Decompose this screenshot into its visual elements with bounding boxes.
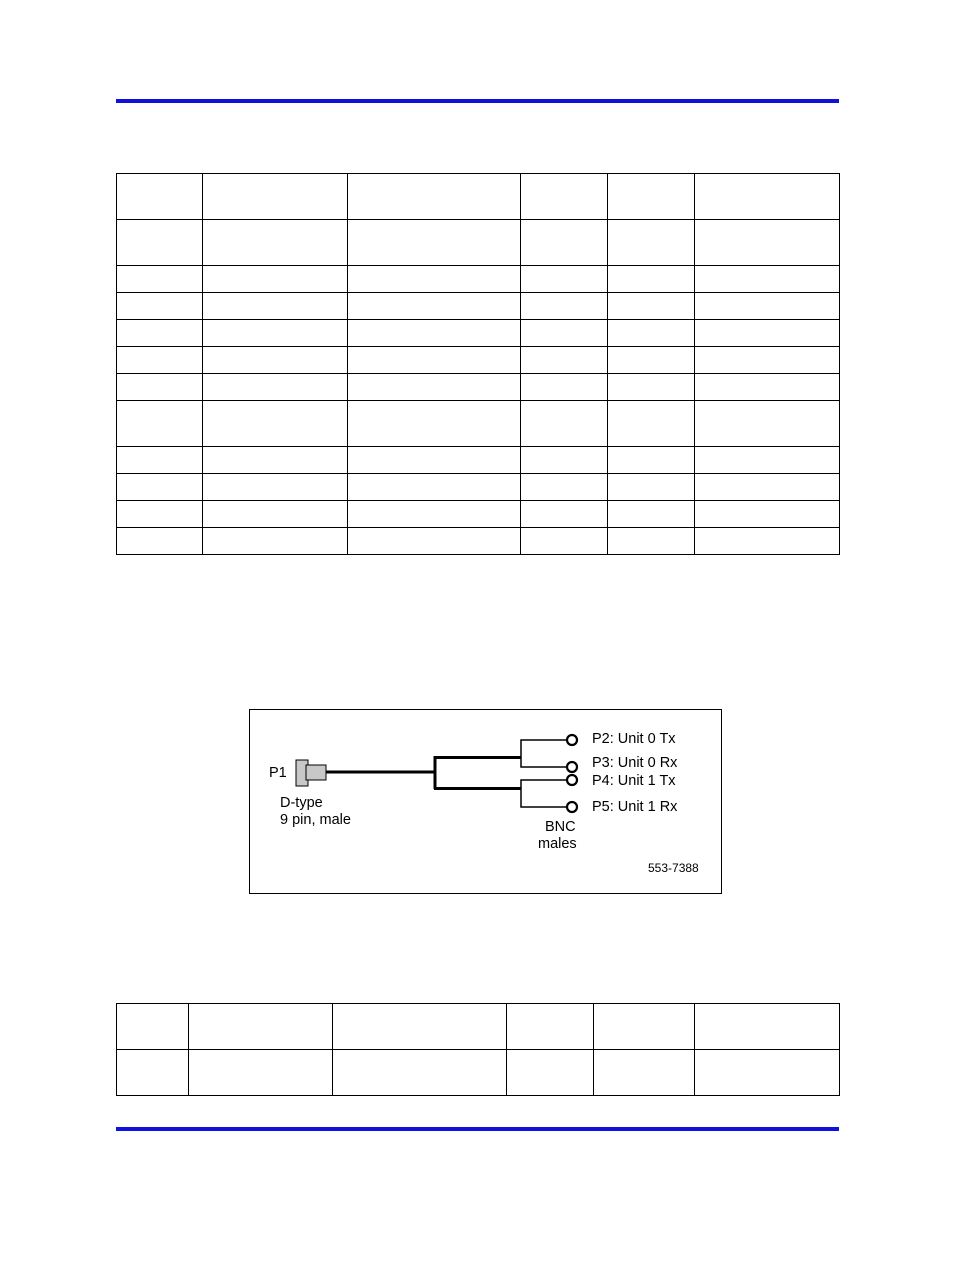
table-cell bbox=[521, 220, 608, 266]
table-cell bbox=[608, 501, 695, 528]
bnc-type-label: BNC bbox=[545, 819, 576, 835]
table-row bbox=[117, 347, 840, 374]
port-p5-label: P5: Unit 1 Rx bbox=[592, 799, 678, 815]
table-cell bbox=[348, 401, 521, 447]
table-header-row bbox=[117, 174, 840, 220]
table-row bbox=[117, 528, 840, 555]
table-cell bbox=[695, 1050, 840, 1096]
table-row bbox=[117, 320, 840, 347]
table-cell bbox=[203, 220, 348, 266]
table-cell bbox=[348, 347, 521, 374]
table-cell bbox=[203, 447, 348, 474]
table-cell bbox=[521, 174, 608, 220]
table-cell bbox=[507, 1050, 594, 1096]
footer-rule bbox=[116, 1127, 839, 1131]
table-cell bbox=[521, 320, 608, 347]
table-cell bbox=[117, 220, 203, 266]
table-cell bbox=[203, 401, 348, 447]
table-cell bbox=[695, 474, 840, 501]
table-cell bbox=[117, 501, 203, 528]
table-cell bbox=[348, 374, 521, 401]
table-cell bbox=[117, 1004, 189, 1050]
table-cell bbox=[203, 174, 348, 220]
table-cell bbox=[521, 293, 608, 320]
table-cell bbox=[695, 401, 840, 447]
table-cell bbox=[203, 528, 348, 555]
table-cell bbox=[117, 374, 203, 401]
table-cell bbox=[608, 347, 695, 374]
connector-type-label: D-type bbox=[280, 795, 323, 811]
bnc-terminal-p3 bbox=[567, 762, 577, 772]
table-cell bbox=[608, 447, 695, 474]
table-cell bbox=[695, 501, 840, 528]
table-cell bbox=[695, 293, 840, 320]
table-cell bbox=[695, 174, 840, 220]
table-cell bbox=[521, 447, 608, 474]
table-cell bbox=[608, 401, 695, 447]
table-cell bbox=[608, 174, 695, 220]
table-cell bbox=[348, 447, 521, 474]
figure-id: 553-7388 bbox=[648, 861, 699, 875]
connector-p1-label: P1 bbox=[269, 765, 287, 781]
branch-unit1 bbox=[521, 780, 566, 807]
table-cell bbox=[521, 374, 608, 401]
table-cell bbox=[521, 266, 608, 293]
table-row bbox=[117, 1050, 840, 1096]
table-row bbox=[117, 293, 840, 320]
table-cell bbox=[695, 374, 840, 401]
table-cell bbox=[117, 1050, 189, 1096]
table-row bbox=[117, 447, 840, 474]
table-cell bbox=[695, 447, 840, 474]
table-row bbox=[117, 374, 840, 401]
table-cell bbox=[608, 220, 695, 266]
table-cell bbox=[348, 501, 521, 528]
table-cell bbox=[117, 293, 203, 320]
connector-pin-label: 9 pin, male bbox=[280, 812, 351, 828]
table-cell bbox=[695, 220, 840, 266]
table-cell bbox=[348, 266, 521, 293]
table-row bbox=[117, 220, 840, 266]
branch-unit0 bbox=[521, 740, 566, 767]
table-cell bbox=[608, 266, 695, 293]
table-cell bbox=[203, 266, 348, 293]
table-cell bbox=[608, 293, 695, 320]
table-cell bbox=[507, 1004, 594, 1050]
table-cell bbox=[117, 320, 203, 347]
table-cell bbox=[695, 347, 840, 374]
table-cell bbox=[348, 320, 521, 347]
table-row bbox=[117, 474, 840, 501]
table-cell bbox=[521, 501, 608, 528]
cable-pinout-table bbox=[116, 173, 840, 555]
table-cell bbox=[117, 528, 203, 555]
dtype-connector-body bbox=[306, 765, 326, 780]
table-cell bbox=[117, 347, 203, 374]
table-cell bbox=[594, 1050, 695, 1096]
table-cell bbox=[348, 474, 521, 501]
table-row bbox=[117, 266, 840, 293]
table-cell bbox=[521, 347, 608, 374]
bnc-terminal-p4 bbox=[567, 775, 577, 785]
table-cell bbox=[117, 447, 203, 474]
table-cell bbox=[608, 528, 695, 555]
table-cell bbox=[189, 1050, 333, 1096]
port-p2-label: P2: Unit 0 Tx bbox=[592, 731, 676, 747]
table-cell bbox=[608, 320, 695, 347]
table-cell bbox=[189, 1004, 333, 1050]
table-cell bbox=[695, 1004, 840, 1050]
table-cell bbox=[695, 266, 840, 293]
table-cell bbox=[608, 374, 695, 401]
table-cell bbox=[203, 374, 348, 401]
table-cell bbox=[117, 174, 203, 220]
table-cell bbox=[521, 528, 608, 555]
table-cell bbox=[348, 528, 521, 555]
port-p3-label: P3: Unit 0 Rx bbox=[592, 755, 678, 771]
table-cell bbox=[348, 174, 521, 220]
table-cell bbox=[594, 1004, 695, 1050]
table-cell bbox=[608, 474, 695, 501]
table-header-row bbox=[117, 1004, 840, 1050]
table-cell bbox=[695, 528, 840, 555]
table-cell bbox=[695, 320, 840, 347]
bnc-gender-label: males bbox=[538, 836, 577, 852]
table-cell bbox=[203, 293, 348, 320]
table-cell bbox=[333, 1004, 507, 1050]
table-cell bbox=[521, 474, 608, 501]
table-cell bbox=[333, 1050, 507, 1096]
table-cell bbox=[348, 220, 521, 266]
header-rule bbox=[116, 99, 839, 103]
bnc-terminal-p5 bbox=[567, 802, 577, 812]
table-row bbox=[117, 501, 840, 528]
table-cell bbox=[203, 347, 348, 374]
table-cell bbox=[203, 320, 348, 347]
bnc-terminal-p2 bbox=[567, 735, 577, 745]
table-cell bbox=[348, 293, 521, 320]
port-p4-label: P4: Unit 1 Tx bbox=[592, 773, 676, 789]
cable-part-table bbox=[116, 1003, 840, 1096]
table-cell bbox=[203, 501, 348, 528]
table-cell bbox=[117, 266, 203, 293]
cable-diagram bbox=[249, 709, 722, 894]
table-cell bbox=[203, 474, 348, 501]
table-cell bbox=[521, 401, 608, 447]
table-cell bbox=[117, 401, 203, 447]
table-row bbox=[117, 401, 840, 447]
table-cell bbox=[117, 474, 203, 501]
